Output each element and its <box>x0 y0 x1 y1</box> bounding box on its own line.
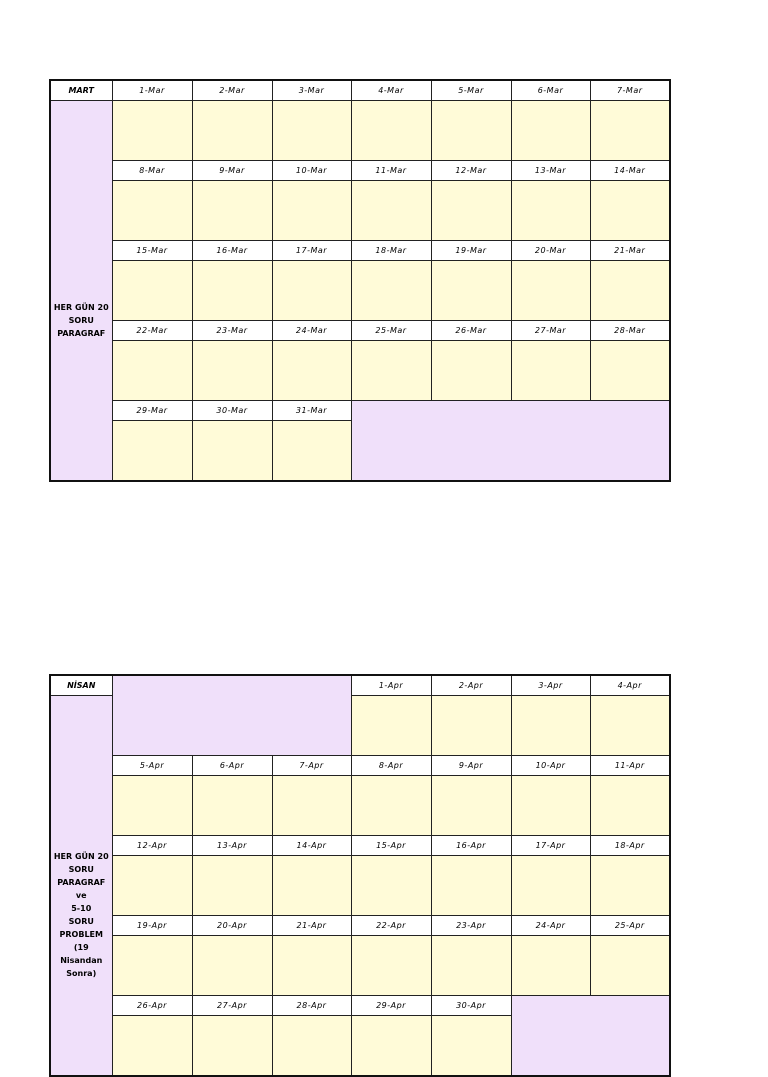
date-label: 30-Apr <box>431 996 511 1016</box>
date-row <box>50 675 670 696</box>
date-label: 17-Mar <box>272 241 351 261</box>
date-label: 3-Apr <box>511 675 590 696</box>
day-entry-box[interactable] <box>192 856 272 916</box>
date-label: 25-Apr <box>590 916 670 936</box>
day-entry-box[interactable] <box>511 776 590 836</box>
date-label: 27-Mar <box>511 321 590 341</box>
date-label: 11-Apr <box>590 756 670 776</box>
day-entry-box[interactable] <box>351 936 431 996</box>
day-entry-box[interactable] <box>192 341 272 401</box>
date-label: 14-Mar <box>590 161 670 181</box>
day-entry-box[interactable] <box>431 776 511 836</box>
day-entry-box[interactable] <box>431 181 511 241</box>
day-entry-box[interactable] <box>511 341 590 401</box>
entry-row <box>50 261 670 321</box>
date-label: 3-Mar <box>272 80 351 101</box>
date-label: 18-Mar <box>351 241 431 261</box>
date-label: 21-Apr <box>272 916 351 936</box>
day-entry-box[interactable] <box>511 101 590 161</box>
day-entry-box[interactable] <box>272 261 351 321</box>
date-label: 19-Apr <box>112 916 192 936</box>
date-label: 15-Apr <box>351 836 431 856</box>
day-entry-box[interactable] <box>351 181 431 241</box>
date-label: 21-Mar <box>590 241 670 261</box>
date-row <box>50 996 670 1016</box>
date-row <box>50 916 670 936</box>
day-entry-box[interactable] <box>112 261 192 321</box>
entry-row <box>50 181 670 241</box>
day-entry-box[interactable] <box>351 696 431 756</box>
entry-row <box>50 936 670 996</box>
date-label: 7-Mar <box>590 80 670 101</box>
date-label: 20-Apr <box>192 916 272 936</box>
date-label: 9-Mar <box>192 161 272 181</box>
date-label: 15-Mar <box>112 241 192 261</box>
date-label: 6-Mar <box>511 80 590 101</box>
date-label: 1-Mar <box>112 80 192 101</box>
side-label-top <box>50 101 112 161</box>
date-label: 4-Mar <box>351 80 431 101</box>
date-label: 22-Mar <box>112 321 192 341</box>
day-entry-box[interactable] <box>431 261 511 321</box>
day-entry-box[interactable] <box>272 341 351 401</box>
date-label: 20-Mar <box>511 241 590 261</box>
date-label: 13-Apr <box>192 836 272 856</box>
date-row <box>50 756 670 776</box>
day-entry-box[interactable] <box>590 181 670 241</box>
day-entry-box[interactable] <box>511 936 590 996</box>
day-entry-box[interactable] <box>511 856 590 916</box>
date-row <box>50 80 670 101</box>
day-entry-box[interactable] <box>590 101 670 161</box>
day-entry-box[interactable] <box>192 421 272 482</box>
date-label: 8-Apr <box>351 756 431 776</box>
side-label: HER GÜN 20 SORU PARAGRAF ve 5-10 SORU PROBLEM (19 Nisandan Sonra) <box>50 756 112 1077</box>
entry-row <box>50 856 670 916</box>
date-label: 2-Apr <box>431 675 511 696</box>
day-entry-box[interactable] <box>590 261 670 321</box>
day-entry-box[interactable] <box>112 421 192 482</box>
day-entry-box[interactable] <box>272 776 351 836</box>
day-entry-box[interactable] <box>112 856 192 916</box>
day-entry-box[interactable] <box>351 1016 431 1077</box>
date-label: 28-Mar <box>590 321 670 341</box>
date-label: 24-Apr <box>511 916 590 936</box>
empty-filler <box>511 996 670 1077</box>
date-label: 29-Apr <box>351 996 431 1016</box>
day-entry-box[interactable] <box>272 421 351 482</box>
day-entry-box[interactable] <box>590 696 670 756</box>
date-label: 10-Mar <box>272 161 351 181</box>
day-entry-box[interactable] <box>431 936 511 996</box>
month-title: NİSAN <box>50 675 112 696</box>
empty-filler <box>351 401 670 482</box>
day-entry-box[interactable] <box>272 1016 351 1077</box>
day-entry-box[interactable] <box>431 856 511 916</box>
date-label: 10-Apr <box>511 756 590 776</box>
date-label: 1-Apr <box>351 675 431 696</box>
date-label: 23-Apr <box>431 916 511 936</box>
day-entry-box[interactable] <box>431 101 511 161</box>
day-entry-box[interactable] <box>192 936 272 996</box>
day-entry-box[interactable] <box>192 101 272 161</box>
date-label: 5-Mar <box>431 80 511 101</box>
date-label: 7-Apr <box>272 756 351 776</box>
date-row <box>50 161 670 181</box>
day-entry-box[interactable] <box>511 181 590 241</box>
entry-row <box>50 341 670 401</box>
date-label: 9-Apr <box>431 756 511 776</box>
day-entry-box[interactable] <box>511 261 590 321</box>
day-entry-box[interactable] <box>590 776 670 836</box>
date-label: 22-Apr <box>351 916 431 936</box>
day-entry-box[interactable] <box>112 1016 192 1077</box>
day-entry-box[interactable] <box>192 1016 272 1077</box>
date-label: 26-Mar <box>431 321 511 341</box>
date-label: 12-Mar <box>431 161 511 181</box>
day-entry-box[interactable] <box>192 261 272 321</box>
day-entry-box[interactable] <box>351 341 431 401</box>
day-entry-box[interactable] <box>272 856 351 916</box>
date-label: 24-Mar <box>272 321 351 341</box>
date-label: 31-Mar <box>272 401 351 421</box>
date-row <box>50 321 670 341</box>
entry-row <box>50 776 670 836</box>
day-entry-box[interactable] <box>192 776 272 836</box>
day-entry-box[interactable] <box>431 696 511 756</box>
date-label: 23-Mar <box>192 321 272 341</box>
side-label-top <box>50 696 112 756</box>
date-label: 6-Apr <box>192 756 272 776</box>
date-label: 17-Apr <box>511 836 590 856</box>
day-entry-box[interactable] <box>511 696 590 756</box>
date-label: 11-Mar <box>351 161 431 181</box>
entry-row <box>50 101 670 161</box>
day-entry-box[interactable] <box>112 181 192 241</box>
date-row <box>50 241 670 261</box>
day-entry-box[interactable] <box>351 261 431 321</box>
date-label: 2-Mar <box>192 80 272 101</box>
date-label: 8-Mar <box>112 161 192 181</box>
date-label: 26-Apr <box>112 996 192 1016</box>
day-entry-box[interactable] <box>272 936 351 996</box>
day-entry-box[interactable] <box>112 101 192 161</box>
date-label: 25-Mar <box>351 321 431 341</box>
date-label: 14-Apr <box>272 836 351 856</box>
day-entry-box[interactable] <box>112 776 192 836</box>
day-entry-box[interactable] <box>431 1016 511 1077</box>
day-entry-box[interactable] <box>272 181 351 241</box>
date-label: 28-Apr <box>272 996 351 1016</box>
calendar-march <box>49 79 671 482</box>
day-entry-box[interactable] <box>351 101 431 161</box>
date-label: 5-Apr <box>112 756 192 776</box>
date-label: 29-Mar <box>112 401 192 421</box>
date-label: 16-Apr <box>431 836 511 856</box>
day-entry-box[interactable] <box>272 101 351 161</box>
date-label: 18-Apr <box>590 836 670 856</box>
date-label: 30-Mar <box>192 401 272 421</box>
date-label: 27-Apr <box>192 996 272 1016</box>
day-entry-box[interactable] <box>192 181 272 241</box>
day-entry-box[interactable] <box>590 856 670 916</box>
empty-filler <box>112 675 351 756</box>
calendar-april <box>49 674 671 1077</box>
month-title: MART <box>50 80 112 101</box>
day-entry-box[interactable] <box>590 341 670 401</box>
date-label: 16-Mar <box>192 241 272 261</box>
day-entry-box[interactable] <box>112 341 192 401</box>
day-entry-box[interactable] <box>431 341 511 401</box>
date-row <box>50 836 670 856</box>
day-entry-box[interactable] <box>590 936 670 996</box>
day-entry-box[interactable] <box>351 776 431 836</box>
day-entry-box[interactable] <box>112 936 192 996</box>
date-label: 13-Mar <box>511 161 590 181</box>
day-entry-box[interactable] <box>351 856 431 916</box>
date-label: 12-Apr <box>112 836 192 856</box>
date-label: 4-Apr <box>590 675 670 696</box>
date-row <box>50 401 670 421</box>
date-label: 19-Mar <box>431 241 511 261</box>
side-label: HER GÜN 20 SORU PARAGRAF <box>50 161 112 482</box>
